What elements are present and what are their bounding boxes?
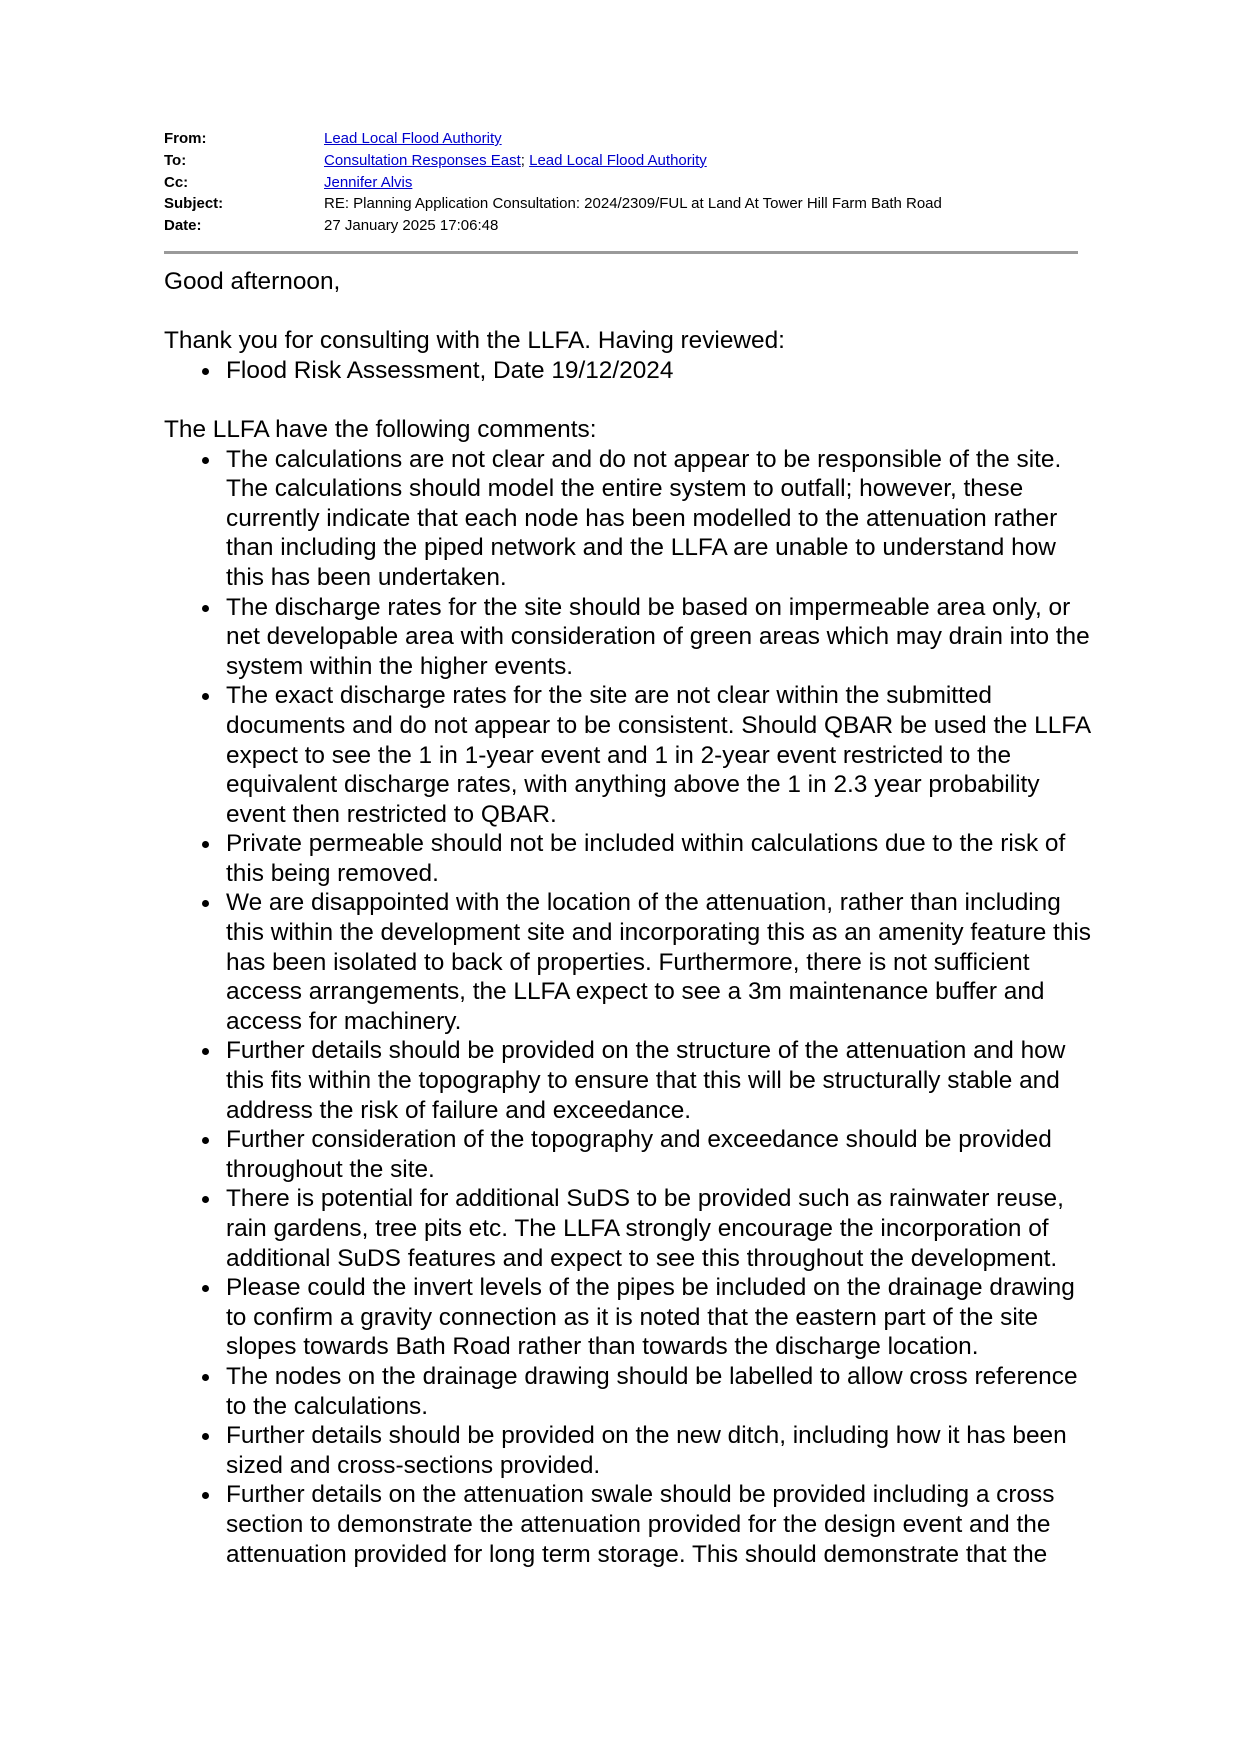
to-label: To:: [164, 151, 187, 169]
list-item-text: The calculations are not clear and do not appear to be responsible of the site. The calculations should model the entire system to outfall; however, these currently indicate that each node has been modelled to the attenuation rather than including the piped network and the LLFA are unable to understand how this has been undertaken.: [226, 445, 1062, 591]
list-item-text: Further details on the attenuation swale should be provided including a cross section to demonstrate the attenuation provided for the design event and the attenuation provided for long term storage. This should demonstrate that the: [226, 1481, 1055, 1568]
list-item-text: The exact discharge rates for the site are not clear within the submitted documents and do not appear to be consistent. Should QBAR be used the LLFA expect to see the 1 in 1-year event and 1 in 2-year event restricted to the equivalent discharge rates, with anything above the 1 in 2.3 year probability event then restricted to QBAR.: [226, 682, 1090, 828]
subject-row: [164, 193, 1078, 215]
list-item: [164, 1184, 1094, 1273]
from-label: From:: [164, 130, 207, 147]
list-item: [164, 1362, 1094, 1421]
list-item-text: Please could the invert levels of the pipes be included on the drainage drawing to confirm a gravity connection as it is noted that the eastern part of the site slopes towards Bath Road rather than towards the discharge location.: [226, 1274, 1075, 1361]
list-item-text: The discharge rates for the site should be based on impermeable area only, or net developable area with consideration of green areas which may drain into the system within the higher events.: [226, 593, 1090, 680]
list-item: [164, 1480, 1094, 1569]
spacer: [164, 385, 1094, 415]
list-item-text: There is potential for additional SuDS to be provided such as rainwater reuse, rain gardens, tree pits etc. The LLFA strongly encourage the incorporation of additional SuDS features and expect to see this throughout the development.: [226, 1185, 1064, 1272]
list-item: [164, 445, 1094, 593]
list-item-text: Further details should be provided on the new ditch, including how it has been sized and cross-sections provided.: [226, 1422, 1067, 1479]
list-item-text: Private permeable should not be included within calculations due to the risk of this being removed.: [226, 830, 1066, 887]
list-item: [164, 829, 1094, 888]
spacer: [164, 297, 1094, 327]
list-item: [164, 1036, 1094, 1125]
intro-text: Thank you for consulting with the LLFA. Having reviewed:: [164, 327, 785, 355]
cc-label: Cc:: [164, 173, 189, 191]
email-body: [164, 267, 1094, 1569]
subject-label: Subject:: [164, 195, 224, 213]
bullet-icon: [202, 605, 209, 612]
to-row: [164, 150, 1078, 172]
list-item-text: Further details should be provided on the structure of the attenuation and how this fits within the topography to ensure that this will be structurally stable and address the risk of failure and exceedance.: [226, 1037, 1066, 1124]
list-item: [164, 593, 1094, 682]
bullet-icon: [202, 1374, 209, 1381]
greeting: Good afternoon,: [164, 268, 341, 295]
bullet-icon: [202, 693, 209, 700]
to-link-1[interactable]: Consultation Responses East: [324, 151, 521, 169]
list-item: [164, 681, 1094, 829]
date-row: [164, 215, 1078, 237]
list-item-text: Flood Risk Assessment, Date 19/12/2024: [226, 356, 674, 384]
cc-link[interactable]: Jennifer Alvis: [324, 173, 413, 191]
from-row: [164, 128, 1078, 150]
email-header: [164, 128, 1078, 237]
list-item: [164, 888, 1094, 1036]
comments-intro: The LLFA have the following comments:: [164, 415, 597, 443]
bullet-icon: [202, 841, 209, 848]
bullet-icon: [202, 457, 209, 464]
header-divider: [164, 251, 1078, 254]
list-item-text: We are disappointed with the location of the attenuation, rather than including this within the development site and incorporating this as an amenity feature this has been isolated to back of properties. Furthermore, there is not sufficient access arrangements, the LLFA expect to see a 3m maintenance buffer and access for machinery.: [226, 889, 1091, 1035]
to-separator: ;: [520, 151, 525, 169]
bullet-icon: [202, 900, 209, 907]
bullet-icon: [202, 368, 209, 375]
date-value: 27 January 2025 17:06:48: [324, 217, 499, 235]
bullet-icon: [202, 1137, 209, 1144]
bullet-icon: [202, 1492, 209, 1499]
to-link-2[interactable]: Lead Local Flood Authority: [529, 151, 707, 169]
list-item-text: Further consideration of the topography and exceedance should be provided throughout the site.: [226, 1126, 1052, 1183]
comments-list: [164, 445, 1094, 1570]
list-item: [164, 1125, 1094, 1184]
list-item: [164, 1421, 1094, 1480]
from-link[interactable]: Lead Local Flood Authority: [324, 130, 502, 147]
bullet-icon: [202, 1285, 209, 1292]
bullet-icon: [202, 1048, 209, 1055]
bullet-icon: [202, 1196, 209, 1203]
subject-value: RE: Planning Application Consultation: 2024/2309/FUL at Land At Tower Hill Farm Bath Road: [324, 195, 942, 213]
list-item-text: The nodes on the drainage drawing should be labelled to allow cross reference to the calculations.: [226, 1362, 1078, 1420]
bullet-icon: [202, 1433, 209, 1440]
list-item: [164, 1273, 1094, 1362]
cc-row: [164, 172, 1078, 194]
list-item: [164, 356, 1094, 386]
reviewed-docs-list: [164, 356, 1094, 386]
date-label: Date:: [164, 217, 202, 235]
